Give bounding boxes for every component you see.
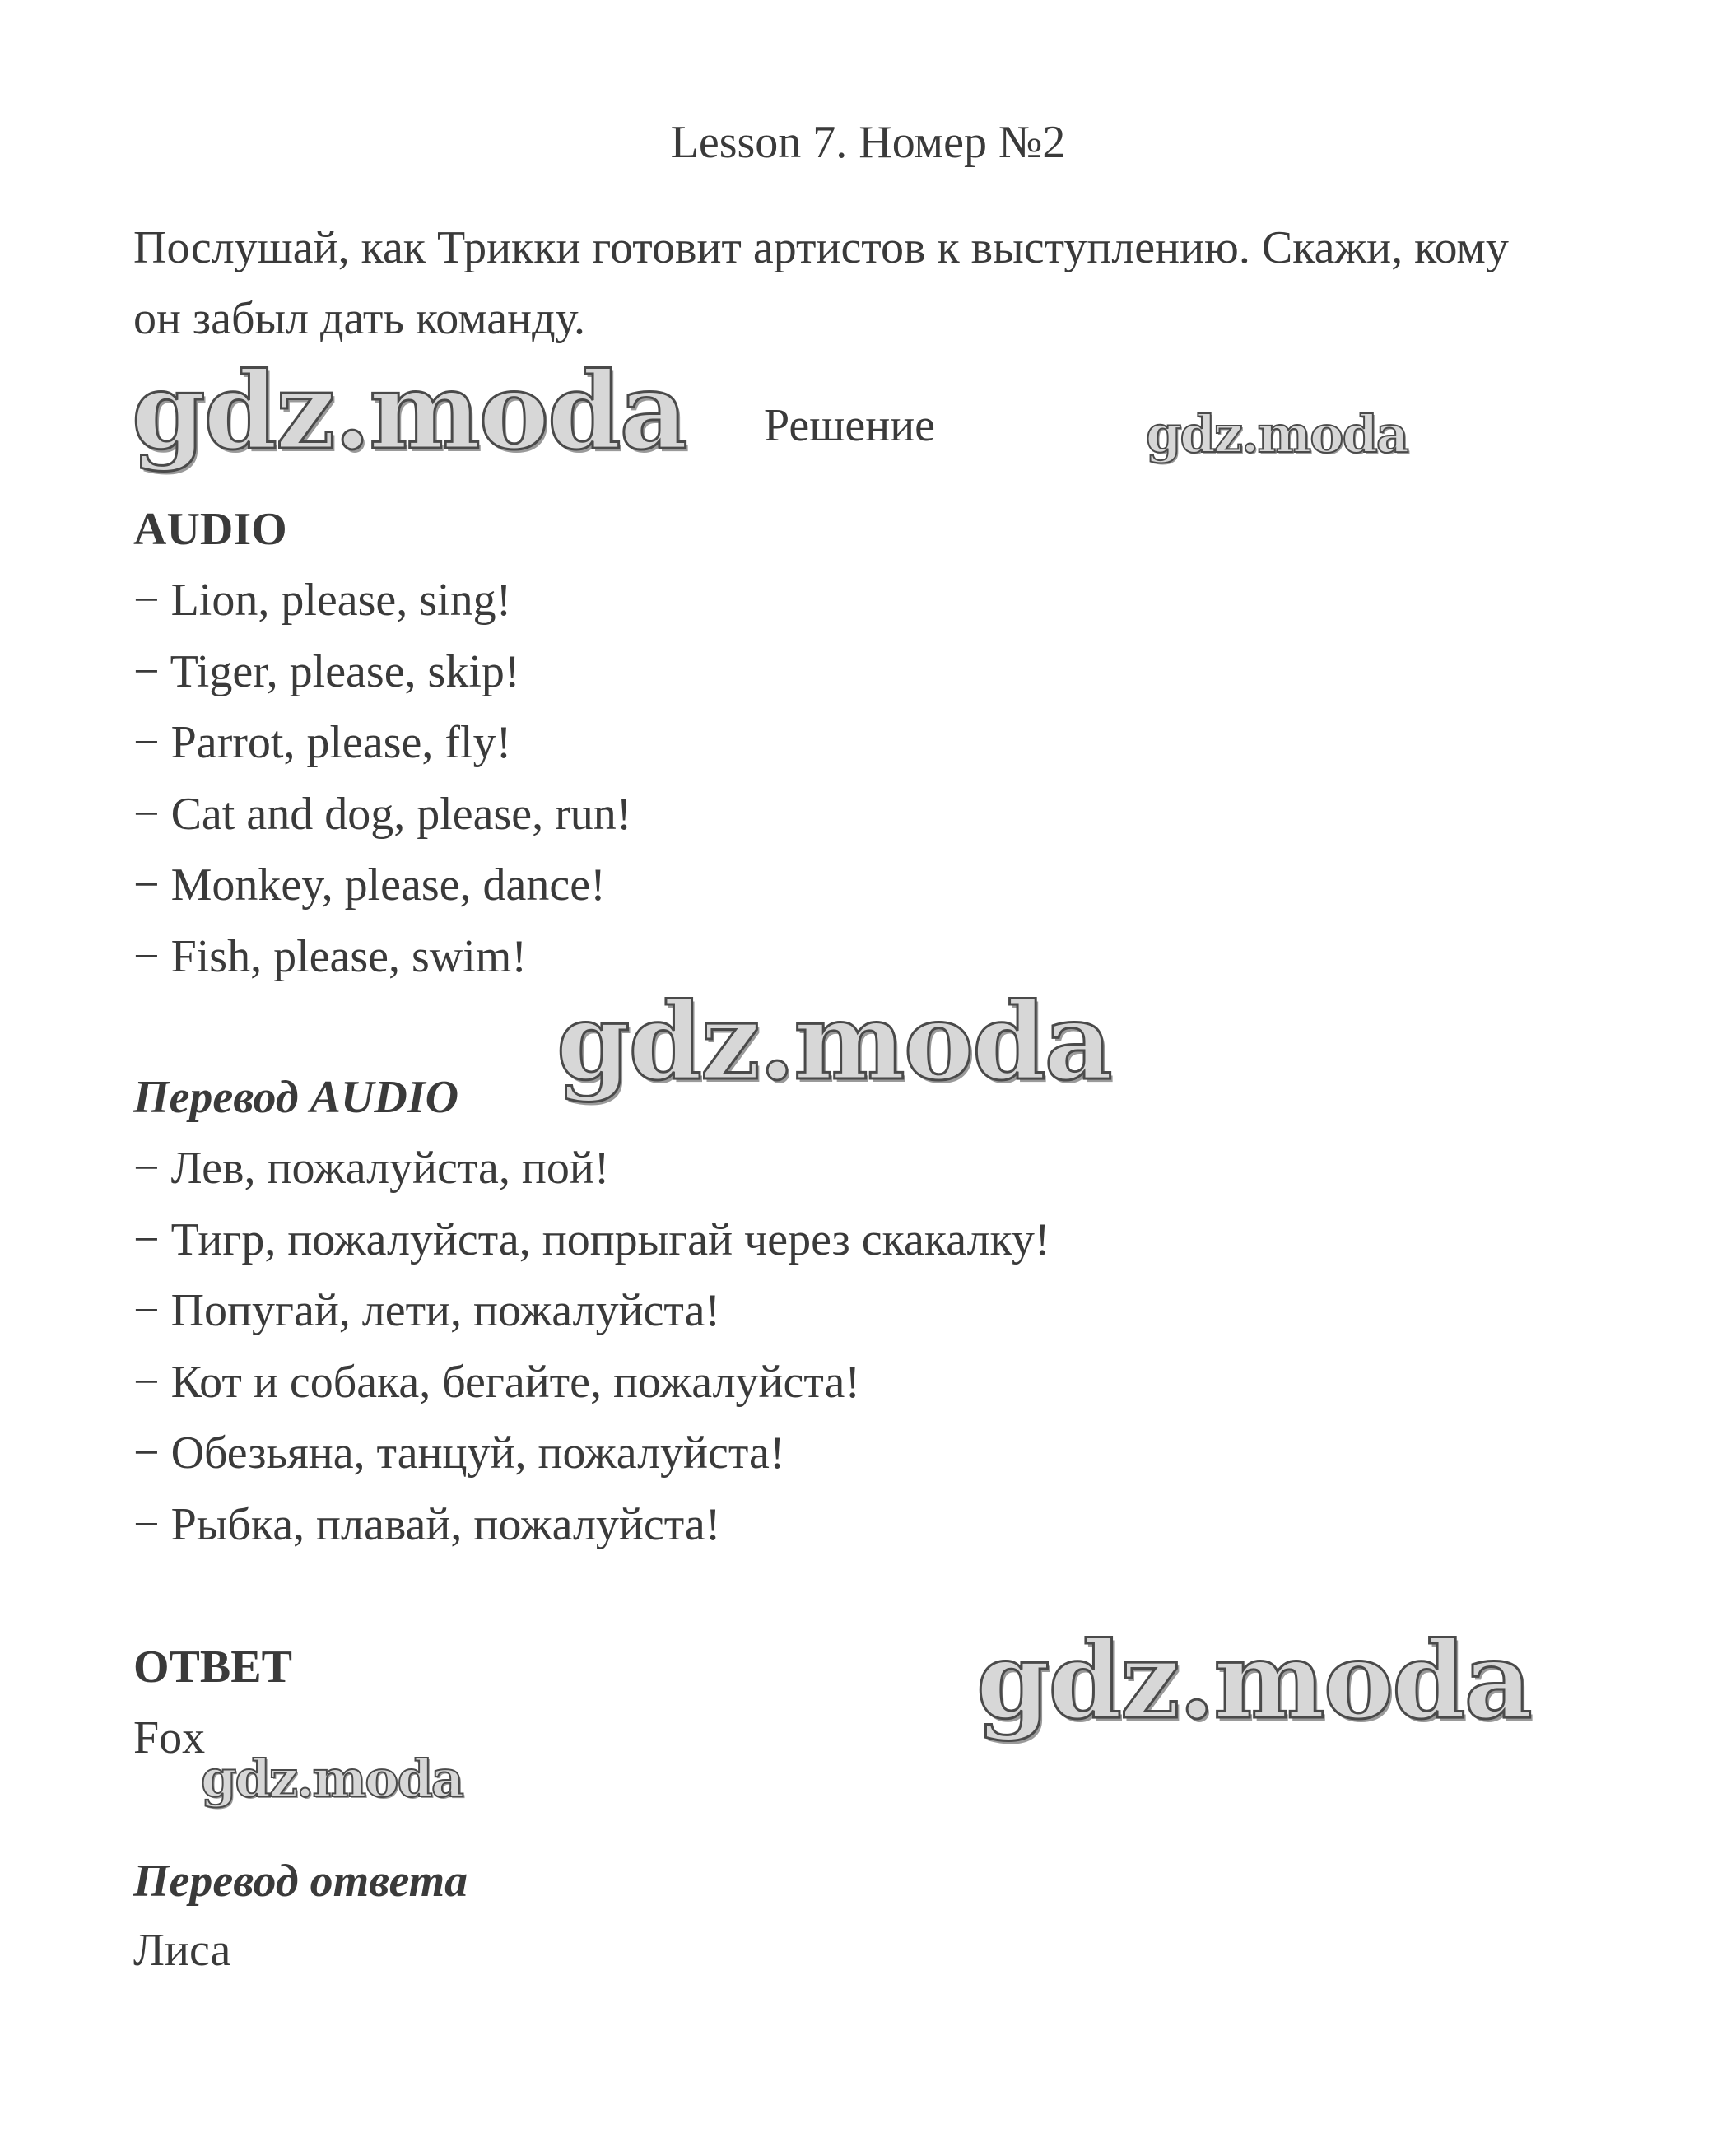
- audio-translation-line: − Лев, пожалуйста, пой!: [133, 1143, 610, 1194]
- audio-lines: [133, 565, 631, 992]
- page-title: Lesson 7. Номер №2: [670, 117, 1066, 168]
- audio-line: − Monkey, please, dance!: [133, 859, 606, 911]
- watermark-logo: gdz.moda: [1146, 404, 1408, 464]
- answer-translation-heading: Перевод ответа: [133, 1856, 468, 1907]
- audio-translation-line: − Рыбка, плавай, пожалуйста!: [133, 1498, 721, 1550]
- watermark-logo: gdz.moda: [201, 1749, 463, 1809]
- audio-translation-line: − Обезьяна, танцуй, пожалуйста!: [133, 1428, 785, 1479]
- answer-translation-text: Лиса: [133, 1925, 231, 1976]
- task-text: Послушай, как Трикки готовит артистов к выступлению. Скажи, кому он забыл дать команду.: [133, 222, 1509, 344]
- audio-heading: AUDIO: [133, 504, 287, 555]
- audio-line: − Cat and dog, please, run!: [133, 788, 632, 840]
- audio-line: − Fish, please, swim!: [133, 930, 527, 982]
- answer-heading: ОТВЕТ: [133, 1642, 292, 1693]
- audio-translation-line: − Попугай, лети, пожалуйста!: [133, 1285, 721, 1336]
- audio-translation-heading: Перевод AUDIO: [133, 1072, 459, 1123]
- audio-translation-lines: [133, 1133, 1050, 1560]
- audio-line: − Parrot, please, fly!: [133, 717, 512, 768]
- audio-translation-line: − Тигр, пожалуйста, попрыгай через скакалку!: [133, 1213, 1050, 1265]
- watermark-logo: gdz.moda: [556, 981, 1111, 1104]
- watermark-logo: gdz.moda: [132, 350, 686, 473]
- watermark-logo: gdz.moda: [976, 1619, 1531, 1743]
- answer-text: Fox: [133, 1712, 206, 1763]
- audio-line: − Lion, please, sing!: [133, 575, 512, 626]
- solution-label: Решение: [764, 400, 936, 451]
- audio-line: − Tiger, please, skip!: [133, 645, 520, 697]
- audio-translation-line: − Кот и собака, бегайте, пожалуйста!: [133, 1356, 861, 1408]
